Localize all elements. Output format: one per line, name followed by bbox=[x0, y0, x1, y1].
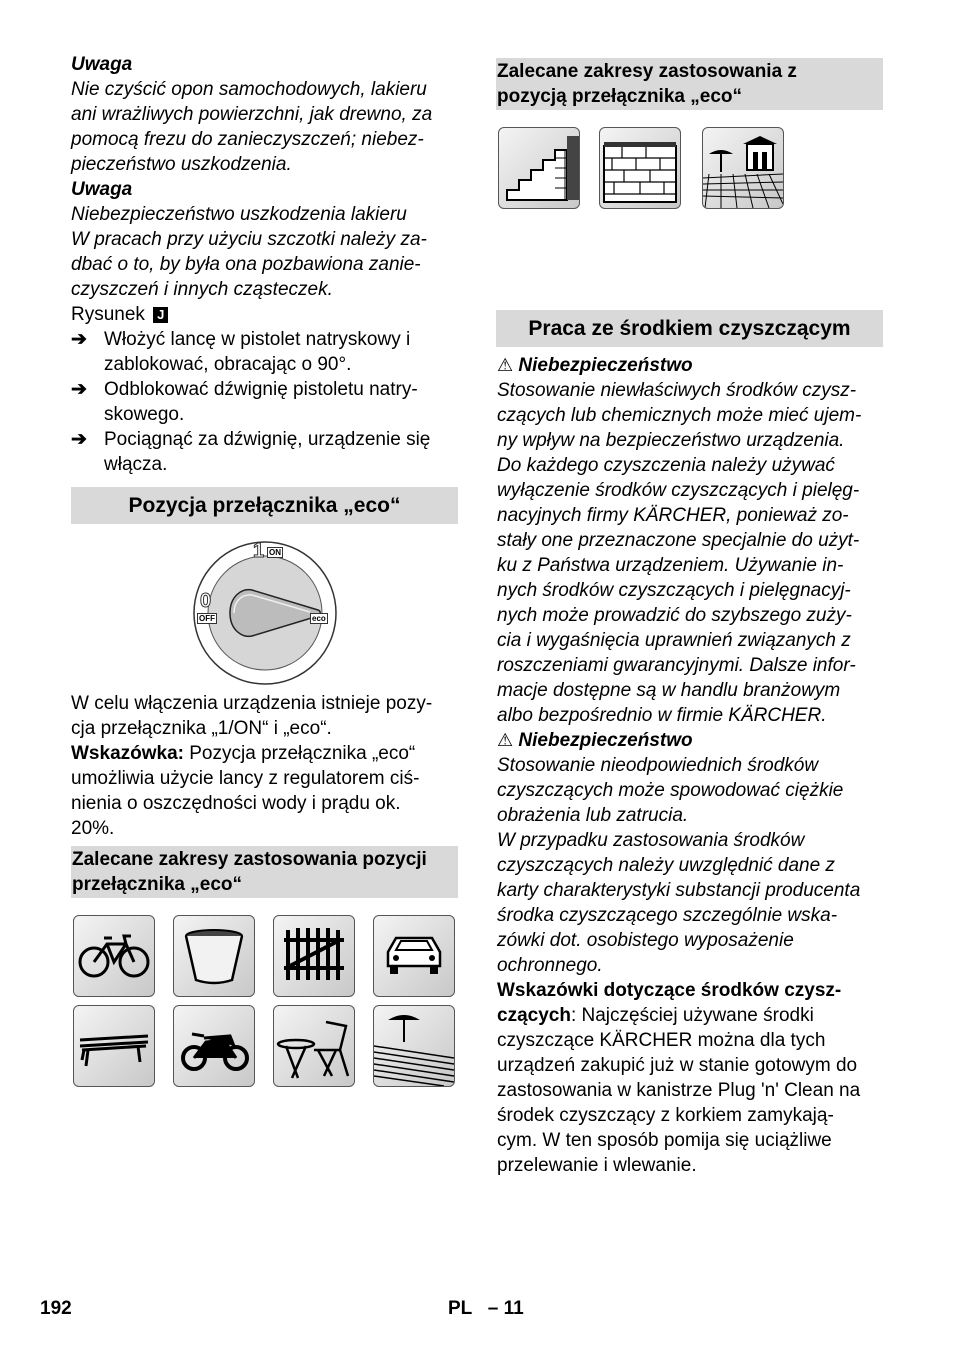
application-icon-grid bbox=[73, 915, 458, 1090]
garden-bench-icon bbox=[73, 1005, 155, 1087]
wooden-gate-icon bbox=[273, 915, 355, 997]
warning-triangle-icon: ⚠ bbox=[497, 355, 514, 375]
note-line: pieczeństwo uszkodzenia. bbox=[71, 154, 292, 175]
subheader-recommended-uses: Zalecane zakresy zastosowania pozycji przełącznika „eco“ bbox=[71, 846, 458, 898]
flower-pot-icon bbox=[173, 915, 255, 997]
switch-label-off: OFF bbox=[199, 614, 215, 623]
switch-label-eco: eco bbox=[312, 614, 326, 623]
section-header-cleaning-agent bbox=[496, 310, 883, 347]
application-icon-row bbox=[498, 127, 883, 209]
car-icon bbox=[373, 915, 455, 997]
arrow-right-icon: ➔ bbox=[71, 329, 87, 350]
tips-heading: Wskazówki dotyczące środków czysz- bbox=[497, 980, 842, 1001]
switch-position-0: 0 bbox=[200, 590, 212, 612]
paved-patio-icon bbox=[702, 127, 784, 209]
switch-position-1: 1 bbox=[253, 540, 265, 562]
danger-heading: ⚠ Niebezpieczeństwo bbox=[497, 355, 693, 376]
step-item: ➔ Włożyć lancę w pistolet natryskowy i zablokować, obracając o 90°. bbox=[71, 329, 411, 375]
eco-switch-illustration bbox=[190, 538, 340, 686]
subheader-recommended-uses-eco: Zalecane zakresy zastosowania z pozycją przełącznika „eco“ bbox=[496, 58, 883, 110]
section-title: Pozycja przełącznika „eco“ bbox=[128, 494, 401, 517]
language-page-label: PL – 11 bbox=[448, 1298, 524, 1319]
figure-letter-badge: J bbox=[153, 307, 168, 323]
right-column-text: ⚠ Niebezpieczeństwo Stosowanie niewłaściwych środków czysz- czących lub chemicznych może mieć ujem- ny wpływ na bezpieczeństwo urządzenia. Do każdego czyszczenia należy używać wyłączenie środków czyszczących i pielęg- nacyjnych firmy KÄRCHER, ponieważ zo- stały one przeznaczone specjalnie do użyt- ku z Państwa urządzeniem. Używanie in- nych środków czyszczących i pielęgnacyj- nych może prowadzić do szybszego zuży- cia i wygaśnięcia uprawnień związanych z roszczeniami gwarancyjnymi. Dalsze infor- macje dostępne są w handlu branżowym albo bezpośrednio w firmie KÄRCHER. ⚠ Niebezpieczeństwo Stosowanie nieodpowiednich środków czyszczących może spowodować ciężkie obrażenia lub zatrucia. W przypadku zastosowania środków czyszczących należy uwzględnić dane z karty charakterystyki substancji producenta środka czyszczącego szczególnie wska- zówki dot. osobistego wyposażenie ochronnego. Wskazówki dotyczące środków czysz- czących: Najczęściej używane środki czyszczące KÄRCHER można dla tych urządzeń zakupić już w stanie gotowym do zastosowania w kanistrze Plug 'n' Clean na środek czyszczący z korkiem zamykają- cym. W ten sposób pomija się uciążliwe przelewanie i wlewanie. bbox=[497, 353, 897, 1178]
warning-triangle-icon: ⚠ bbox=[497, 730, 514, 750]
figure-label: Rysunek bbox=[71, 304, 145, 325]
note-line: Nie czyścić opon samochodowych, lakieru bbox=[71, 79, 427, 100]
hint-label: Wskazówka: bbox=[71, 743, 184, 764]
section-title: Praca ze środkiem czyszczącym bbox=[528, 317, 851, 340]
figure-reference bbox=[71, 302, 461, 327]
note-line: czyszczeń i innych cząsteczek. bbox=[71, 279, 333, 300]
page-number: 192 bbox=[40, 1298, 72, 1319]
note-line: Niebezpieczeństwo uszkodzenia lakieru bbox=[71, 204, 407, 225]
arrow-right-icon: ➔ bbox=[71, 429, 87, 450]
section-header-eco bbox=[71, 487, 458, 524]
arrow-right-icon: ➔ bbox=[71, 379, 87, 400]
note-title: Uwaga bbox=[71, 179, 133, 200]
motorbike-icon bbox=[173, 1005, 255, 1087]
note-line: ani wrażliwych powierzchni, jak drewno, za bbox=[71, 104, 433, 125]
eco-description: W celu włączenia urządzenia istnieje pozy- cja przełącznika „1/ON“ i „eco“. Wskazówka: Pozycja przełącznika „eco“ umożliwia użycie lancy z regulatorem ciś- nienia o oszczędności wody i prądu ok. 20%. bbox=[71, 691, 461, 841]
switch-label-on: ON bbox=[269, 548, 281, 557]
note-line: dbać o to, by była ona pozbawiona zanie- bbox=[71, 254, 421, 275]
left-column bbox=[71, 52, 461, 477]
bicycle-icon bbox=[73, 915, 155, 997]
step-item: ➔ Pociągnąć za dźwignię, urządzenie się włącza. bbox=[71, 429, 431, 475]
garden-furniture-icon bbox=[273, 1005, 355, 1087]
note-line: pomocą frezu do zanieczyszczeń; niebez- bbox=[71, 129, 424, 150]
stone-stairs-icon bbox=[498, 127, 580, 209]
terrace-parasol-icon bbox=[373, 1005, 455, 1087]
brick-wall-icon bbox=[599, 127, 681, 209]
hint-line: Wskazówka: Pozycja przełącznika „eco“ bbox=[71, 743, 416, 764]
note-title: Uwaga bbox=[71, 54, 133, 75]
step-item: ➔ Odblokować dźwignię pistoletu natry- skowego. bbox=[71, 379, 418, 425]
note-line: W pracach przy użyciu szczotki należy za- bbox=[71, 229, 427, 250]
danger-heading: ⚠ Niebezpieczeństwo bbox=[497, 730, 693, 751]
